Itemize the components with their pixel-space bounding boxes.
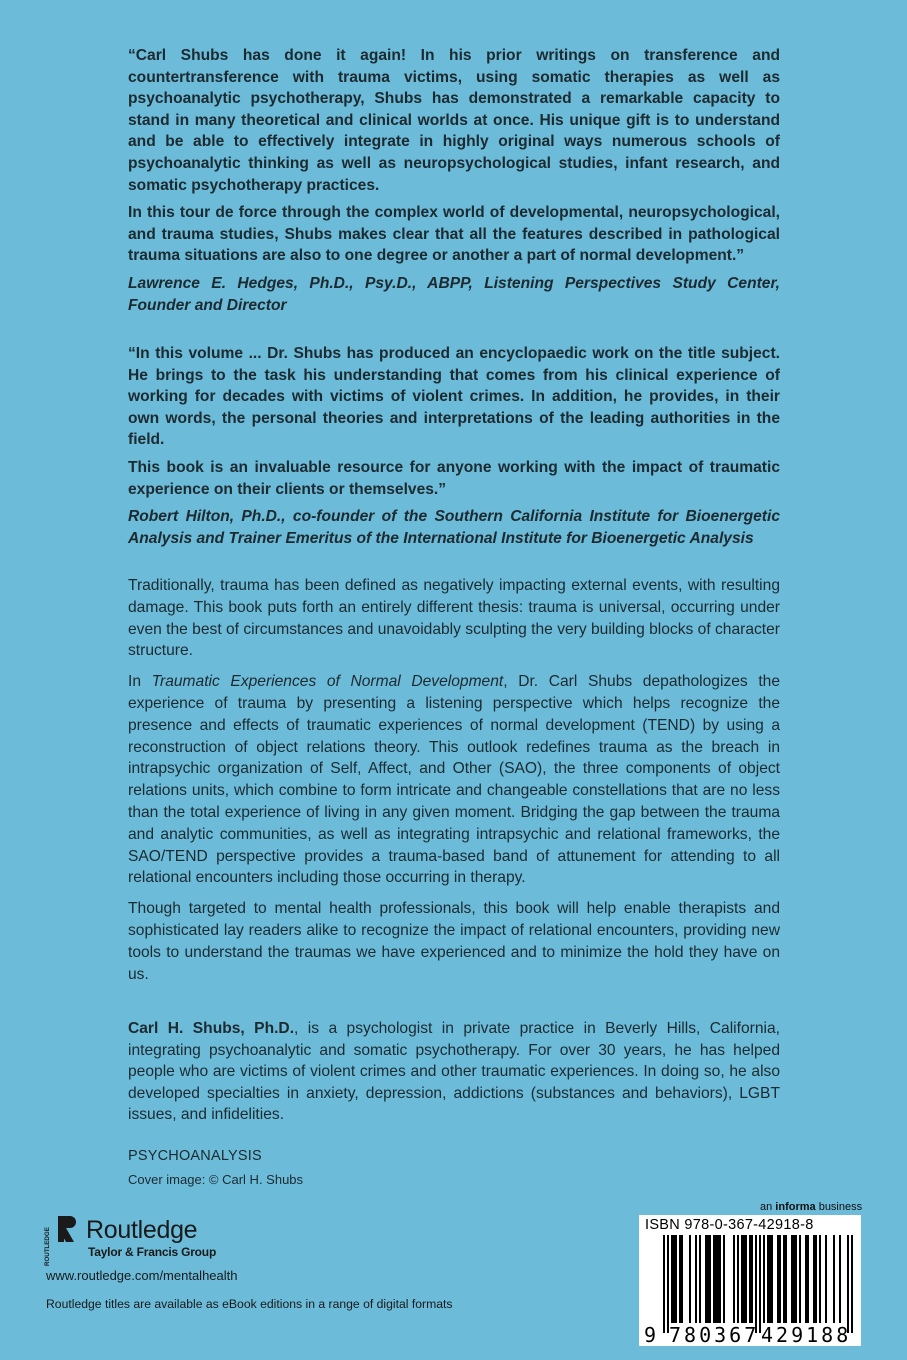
barcode-digits-right: 429188 [761,1323,852,1347]
book-description [128,575,780,994]
barcode-bar [663,1235,665,1333]
routledge-mark-icon [46,1214,76,1268]
barcode-bar [785,1235,787,1323]
barcode-bar [851,1235,853,1333]
review-quote-paragraph: In this tour de force through the complex world of developmental, neuropsychological, and trauma studies, Shubs makes clear that all the features described in pathological trauma situations are also to one degree or another a part of normal development.” [128,204,780,265]
subject-category: PSYCHOANALYSIS [128,1148,262,1164]
barcode-bar [679,1235,681,1323]
barcode-bar [783,1235,785,1323]
barcode-bar [795,1235,797,1323]
publisher-name: Routledge [86,1216,198,1244]
author-name: Carl H. Shubs, Ph.D. [128,1020,295,1037]
barcode-bar [815,1235,817,1323]
barcode-bar [723,1235,725,1323]
barcode-bar [763,1235,765,1323]
barcode-bar [751,1235,753,1323]
barcode-bar [715,1235,717,1323]
barcode-bar [767,1235,769,1323]
barcode-bar [799,1235,801,1323]
barcode-bar [717,1235,719,1323]
barcode-bar [733,1235,735,1323]
barcode-bar [671,1235,673,1323]
barcode-bar [749,1235,751,1323]
review-robert-hilton [128,343,780,555]
barcode-bar [667,1235,669,1333]
barcode-bar [699,1235,701,1323]
barcode-bar [705,1235,707,1323]
barcode-bar [759,1235,761,1333]
barcode-bar [695,1235,697,1323]
barcode-bar [847,1235,849,1333]
barcode-digits-left: 780367 [669,1323,760,1347]
barcode-bar [825,1235,827,1323]
barcode-bar [805,1235,807,1323]
barcode-bar [779,1235,781,1323]
review-attribution: Robert Hilton, Ph.D., co-founder of the Southern California Institute for Bioenergetic Analysis and Trainer Emeritus of the International Institute for Bioenergetic Analysis [128,508,780,547]
barcode-bar [689,1235,691,1323]
informa-tagline: an informa business [760,1201,863,1213]
author-bio: Carl H. Shubs, Ph.D., is a psychologist in private practice in Beverly Hills, California, integrating psychoanalytic and somatic psychotherapy. For over 30 years, he has helped people who are victims of violent crimes and other traumatic experiences. In doing so, he also developed specialties in anxiety, depression, addictions (substances and behaviors), LGBT issues, and infidelities. [128,1020,780,1124]
barcode-bar [713,1235,715,1323]
barcode-bar [709,1235,711,1323]
review-quote-paragraph: This book is an invaluable resource for anyone working with the impact of traumatic experience on their clients or themselves.” [128,458,780,498]
barcode-bar [813,1235,815,1323]
review-attribution: Lawrence E. Hedges, Ph.D., Psy.D., ABPP, Listening Perspectives Study Center, Founder and Director [128,274,780,314]
barcode-bar [819,1235,821,1323]
barcode-bar [769,1235,771,1323]
barcode-bar [707,1235,709,1323]
barcode-digit-first: 9 [644,1323,657,1347]
barcode-bar [755,1235,757,1333]
barcode-bar [777,1235,779,1323]
barcode-bar [719,1235,721,1323]
barcode-bar [741,1235,743,1323]
barcode-bar [771,1235,773,1323]
barcode-bar [745,1235,747,1323]
book-title: Traumatic Experiences of Normal Development [151,673,504,691]
barcode-bar [807,1235,809,1323]
publisher-url[interactable]: www.routledge.com/mentalhealth [46,1268,238,1283]
barcode-bar [743,1235,745,1323]
barcode-bar [791,1235,793,1323]
barcode-bar [681,1235,683,1323]
cover-credit: Cover image: © Carl H. Shubs [128,1172,304,1187]
description-paragraph: Traditionally, trauma has been defined as negatively impacting external events, with resulting damage. This book puts forth an entirely different thesis: trauma is universal, occurring under even the best of circumstances and unavoidably sculpting the very building blocks of character structure. [128,577,780,660]
barcode-bar [673,1235,675,1323]
routledge-logo [46,1214,306,1270]
barcode-bar [839,1235,841,1323]
barcode-bar [793,1235,795,1323]
review-quote-paragraph: “Carl Shubs has done it again! In his prior writings on transference and countertransference with trauma victims, using somatic therapies as well as psychoanalytic psychotherapy, Shubs has demonstrated a remarkable capacity to stand in many theoretical and clinical worlds at once. His unique gift is to understand and be able to effectively integrate in highly original ways numerous schools of psychoanalytic thinking as well as neuropsychological studies, infant research, and somatic psychotherapy practices. [128,47,780,194]
isbn-barcode [639,1215,861,1346]
publisher-group: Taylor & Francis Group [88,1245,217,1259]
barcode-bar [737,1235,739,1323]
description-paragraph: In Traumatic Experiences of Normal Development, Dr. Carl Shubs depathologizes the experience of trauma by presenting a listening perspective which helps recognize the presence and effects of traumatic experiences of normal development (TEND) by using a reconstruction of object relations theory. This outlook redefines trauma as the breach in intrapsychic organization of Self, Affect, and Other (SAO), the three components of object relations units, which combine to form intricate and changeable constellations that are no less than the total experience of living in any given moment. Bridging the gap between the trauma and analytic communities, as well as integrating intrapsychic and relational frameworks, the SAO/TEND perspective provides a trauma-based band of attunement for attending to all relational encounters including those occurring in therapy. [128,673,781,887]
barcode-bar [833,1235,835,1323]
review-quote-paragraph: “In this volume ... Dr. Shubs has produced an encyclopaedic work on the title subject. He brings to the task his understanding that comes from his clinical experience of working for decades with victims of violent crimes. In addition, he provides, in their own words, the personal theories and interpretations of the leading authorities in the field. [128,345,780,449]
svg-text:ROUTLEDGE: ROUTLEDGE [44,1227,51,1266]
isbn-label: ISBN 978-0-367-42918-8 [645,1217,814,1233]
review-lawrence-hedges [128,45,780,322]
barcode-bar [675,1235,677,1323]
description-paragraph: Though targeted to mental health professionals, this book will help enable therapists and sophisticated lay readers alike to recognize the impact of relational encounters, providing new tools to understand the traumas we have experienced and to minimize the hold they have on us. [128,900,780,983]
ebook-note: Routledge titles are available as eBook editions in a range of digital formats [46,1297,453,1311]
